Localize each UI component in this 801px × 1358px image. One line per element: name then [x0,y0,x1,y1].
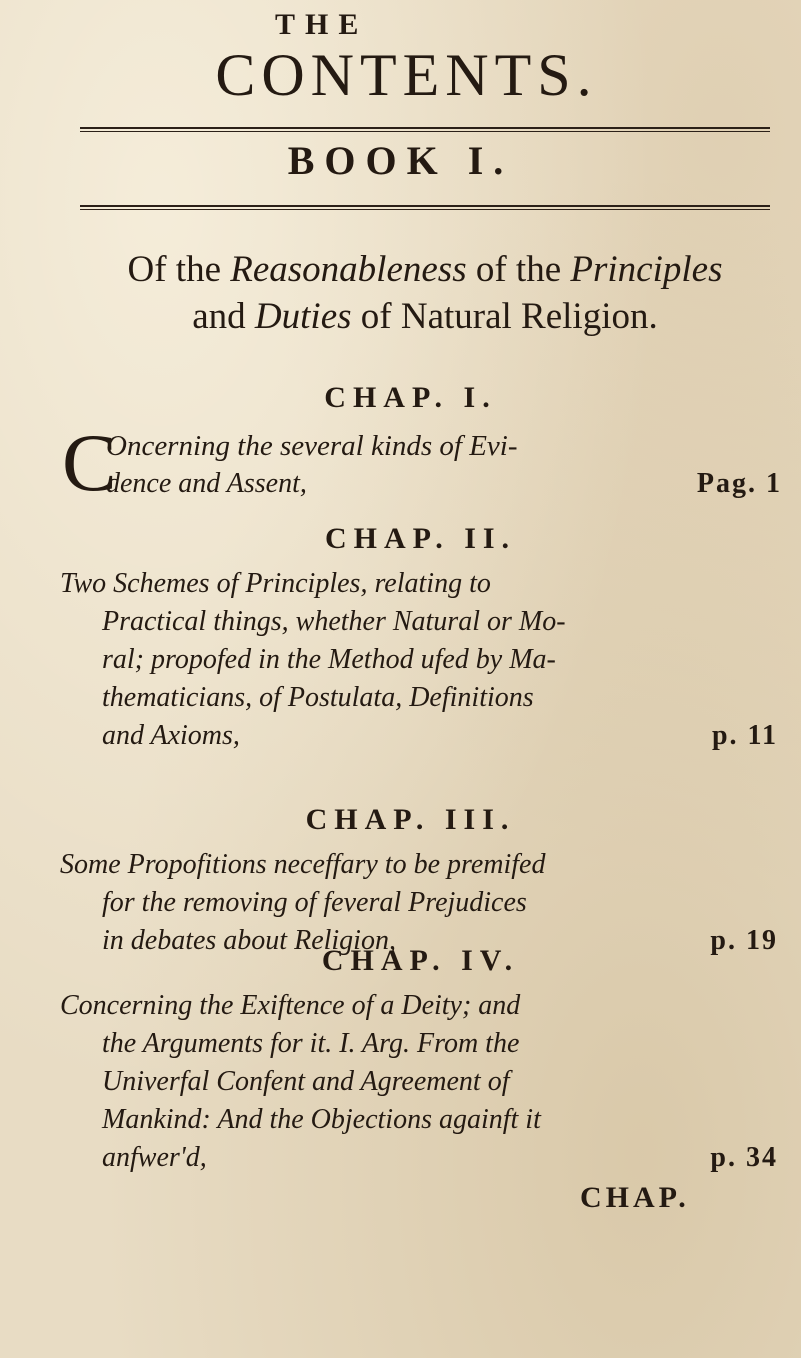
page-reference: Pag. 1 [696,468,782,499]
subtitle-text: of Natural Religion. [351,296,658,337]
subtitle-line-1 [60,246,790,293]
entry-line: Some Propofitions neceffary to be premifed [60,849,546,880]
chapter-heading: CHAP. II. [324,522,517,555]
book-subtitle [60,246,790,340]
subtitle-line-2 [60,293,790,340]
entry-line [60,1139,778,1177]
subtitle-italic: Reasonableness [230,249,467,290]
entry-line: Univerfal Confent and Agreement of [102,1066,510,1097]
entry-line-text: and Axioms, [102,720,240,751]
entry-line-text: dence and Assent, [106,468,307,499]
entry-line: for the removing of feveral Prejudices [102,887,527,918]
entry-line [106,465,782,503]
bottom-rule-thin [80,209,770,210]
entry-line: Mankind: And the Objections againft it [102,1104,541,1135]
chapter-heading: CHAP. IV. [321,944,520,977]
entry-line: Concerning the Exiftence of a Deity; and [60,990,521,1021]
top-rule-thin [80,131,770,132]
chapter-heading: CHAP. III. [305,803,516,836]
chapter-entry [62,417,782,508]
entry-line [60,717,778,755]
bottom-rule [80,205,770,207]
subtitle-text: of the [466,249,571,290]
entry-line: thematicians, of Postulata, Definitions [102,682,534,713]
subtitle-italic: Duties [254,296,352,337]
book-heading: BOOK I. [287,138,514,183]
drop-capital: C [62,417,117,508]
chapter-heading: CHAP. I. [324,381,497,414]
subtitle-text: Of the [127,249,231,290]
entry-line: ral; propofed in the Method ufed by Ma- [102,644,556,675]
the-heading: THE [275,8,369,41]
top-rule [80,127,770,129]
contents-title: CONTENTS. [215,42,598,108]
entry-line: Practical things, whether Natural or Mo- [102,606,566,637]
chapter-entry [60,565,778,755]
entry-line: Two Schemes of Principles, relating to [60,568,491,599]
chapter-entry [60,987,778,1177]
page-reference: p. 19 [710,925,778,956]
subtitle-text: and [192,296,255,337]
entry-line-text: anfwer'd, [102,1142,207,1173]
page-reference: p. 11 [711,720,778,751]
entry-line: the Arguments for it. I. Arg. From the [102,1028,520,1059]
subtitle-italic: Principles [570,249,723,290]
entry-line-text: in debates about Religion, [102,925,396,956]
entry-line: Oncerning the several kinds of Evi- [106,430,518,462]
chapter-entry [60,846,778,960]
catchword: CHAP. [580,1181,690,1214]
page-reference: p. 34 [710,1142,778,1173]
